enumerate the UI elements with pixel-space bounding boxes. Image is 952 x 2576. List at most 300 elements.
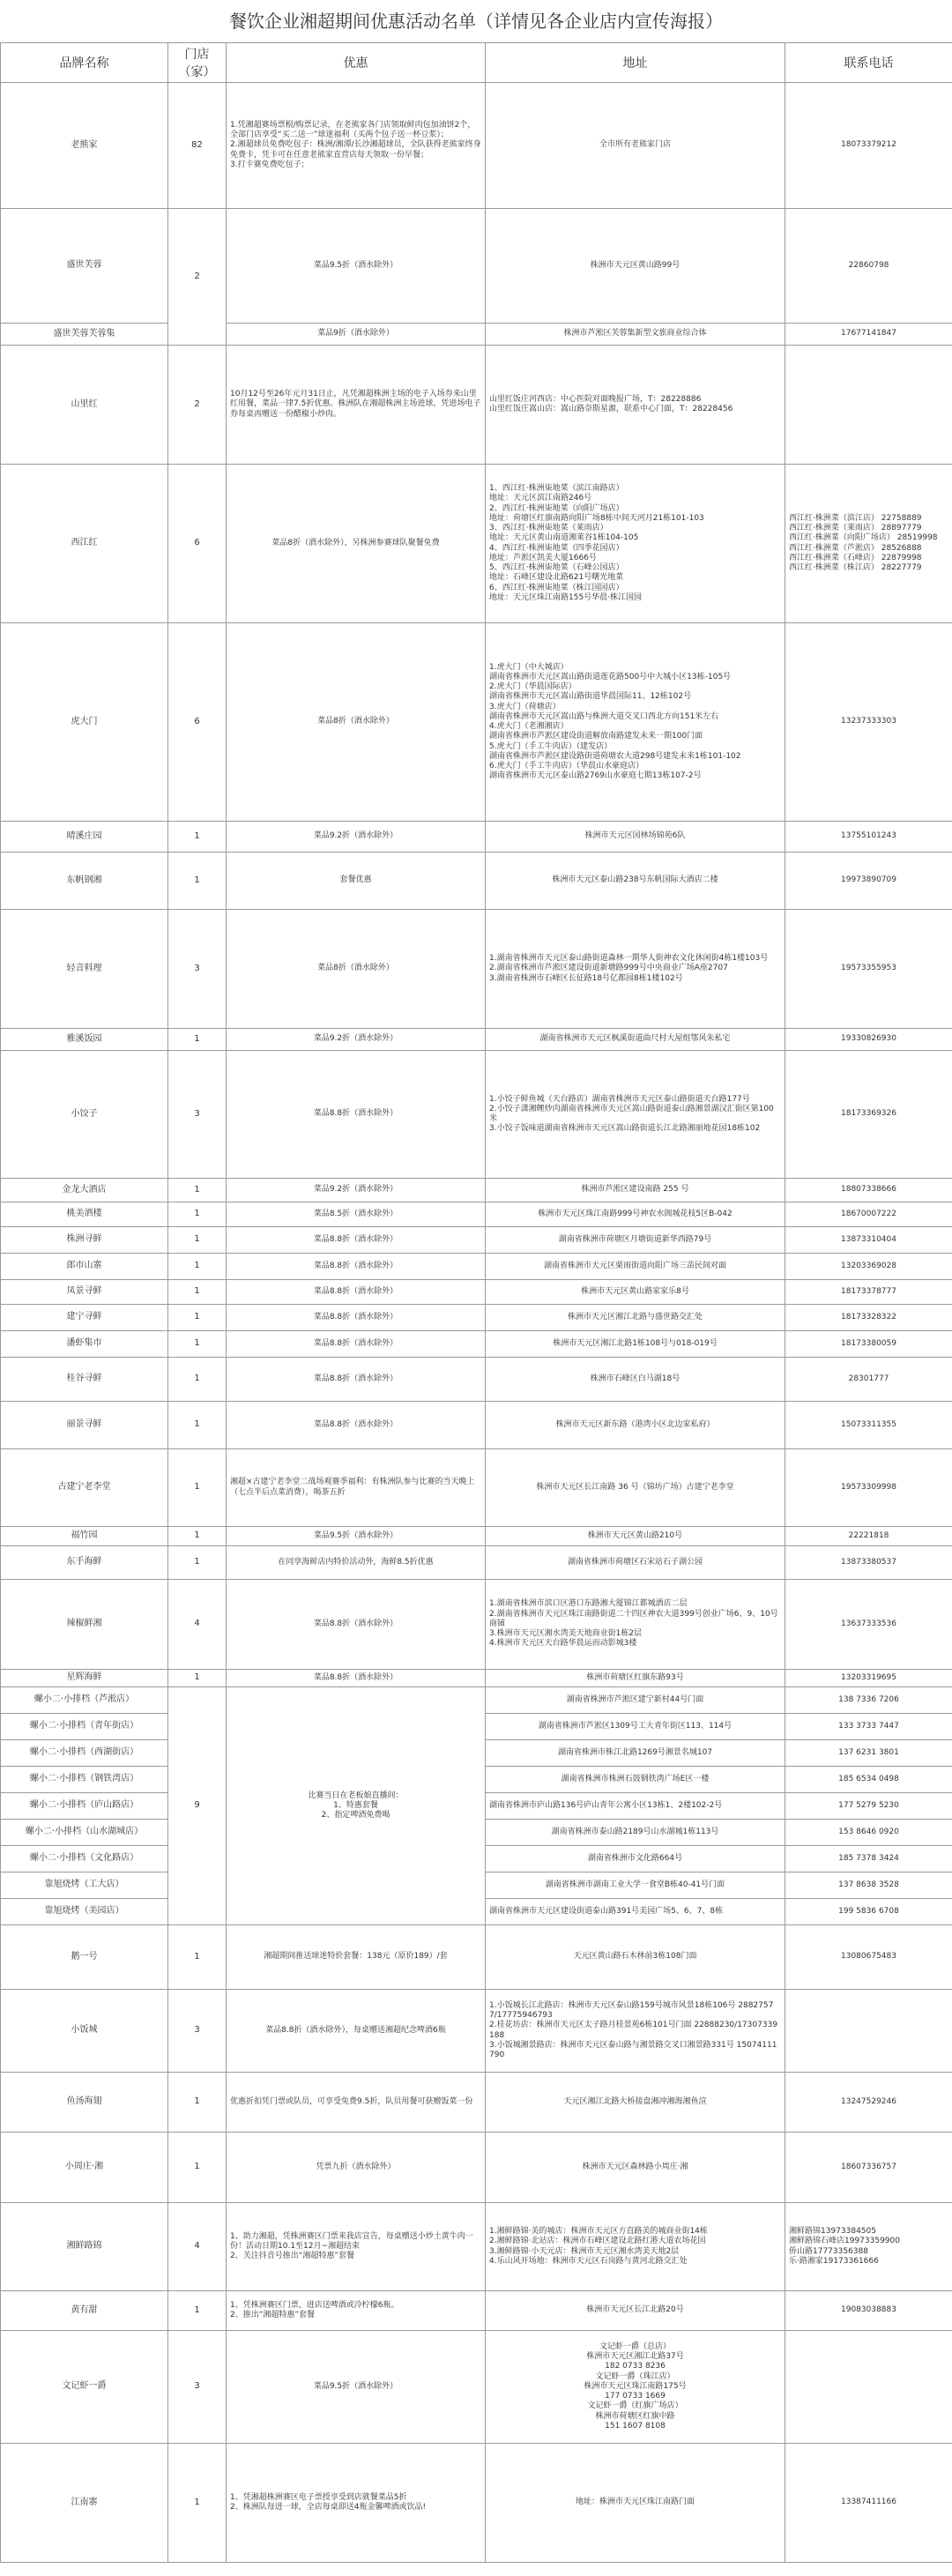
store-count-cell: 1 [168,1402,227,1449]
address-line: 2.小饺子潇湘鲤炒肉湖南省株洲市天元区嵩山路街道泰山路湘景湖汉汇街区第100米 [489,1104,774,1123]
table-row [1,465,952,623]
phone-cell: 18173378777 [785,1280,952,1305]
table-row [1,1925,952,1990]
offer-cell: 菜品9.5折（酒水除外） [227,209,486,324]
offer-line: 1、助力湘超，凭株洲赛区门票来我店宣告，每桌赠送小炒土黄牛肉一份！活动日期10.1至12月~湘超结束 [230,2231,473,2251]
table-row [1,1358,952,1402]
offer-cell: 优惠折扣凭门票或队员，可享受免费9.5折，队员用餐可获赠饭菜一份 [227,2073,486,2133]
table-row [1,2444,952,2563]
address-line: 1.湘鲜路锦·美的城店：株洲市天元区方直路美的城商业街14栋 [489,2227,708,2236]
brand-cell: 老熊家 [1,83,168,209]
address-cell: 株洲市芦淞区芙蓉集新型文旅商业综合体 [486,324,785,346]
address-cell: 天元区湘江北路大桥接盘湘冲湘海湘鱼渲 [486,2073,785,2133]
offer-line: 2.湘超球员免费吃包子：株洲/湘潭/长沙湘超球员，全队获得老熊家终身免费卡，凭卡可在任意老熊家直营店每天领取一份早餐； [230,140,481,160]
brand-cell: 轻音料理 [1,910,168,1029]
phone-cell [785,465,952,623]
brand-cell: 古建宁老李堂 [1,1449,168,1527]
store-count-cell: 3 [168,1990,227,2073]
address-cell: 湖南省株洲市文化路664号 [486,1846,785,1872]
address-cell: 株洲市天元区湘江北路1栋108号与018-019号 [486,1331,785,1358]
table-row [1,1254,952,1280]
table-row [1,1687,952,1714]
address-cell: 湖南省株洲市天元区枫溪街道曲尺村大屋组鄂风朱私宅 [486,1029,785,1051]
table-row [1,1179,952,1202]
address-cell: 株洲市天元区长江北路20号 [486,2291,785,2331]
address-line: 4.株洲市天元区天台路华晨运而动影城3楼 [489,1639,637,1649]
phone-line: 西江红·株洲菜（芦淞店） 28526888 [789,543,922,553]
header-brand: 品牌名称 [1,43,168,83]
address-line: 3.虎大门（荷塘店） [489,702,561,711]
table-row [1,623,952,822]
address-line: 文记虾一爵（红旗广场店） [587,2401,683,2411]
phone-cell: 185 7378 3424 [785,1846,952,1872]
address-cell: 株洲市天元区长江南路 36 号（锦坊广场）古建宁老李堂 [486,1449,785,1527]
address-line: 151 1607 8108 [605,2421,666,2431]
brand-cell: 福竹园 [1,1527,168,1546]
brand-cell: 螺小二·小排档（钢铁湾店） [1,1767,168,1793]
table-row [1,2073,952,2133]
address-cell [486,1051,785,1179]
phone-cell: 15073311355 [785,1402,952,1449]
brand-cell: 星辉海鲜 [1,1670,168,1687]
address-line: 1、西江红·株洲柒地菜（滨江南路店） [489,484,624,493]
address-line: 文记虾一爵（珠江店） [595,2371,675,2381]
table-header-row [1,43,952,83]
offer-line: 2、株洲队每进一球，全店每桌即送4瓶金馨啤酒或饮品! [230,2503,427,2512]
offer-cell: 菜品9.5折（酒水除外） [227,1527,486,1546]
table-row [1,1449,952,1527]
address-line: 山里红饭庄嵩山店：嵩山路奈斯星源，联系中心门面，T：28228456 [489,405,733,413]
address-line: 株洲市荷塘区红旗中路 [595,2411,675,2421]
offer-cell: 菜品9.2折（酒水除外） [227,1179,486,1202]
phone-cell: 138 7336 7206 [785,1687,952,1714]
offer-cell [227,83,486,209]
table-row [1,1227,952,1254]
header-phone: 联系电话 [785,43,952,83]
offer-cell: 湘超×古建宁老李堂二战场观赛季福利：有株洲队参与比赛的当天晚上（七点半后点菜消费），喝茶五折 [227,1449,486,1527]
offer-cell: 菜品8.8折（酒水除外） [227,1254,486,1280]
brand-cell: 小饺子 [1,1051,168,1179]
address-line: 地址：芦淞区凯美大厦1666号 [489,553,597,562]
store-count-cell: 6 [168,465,227,623]
brand-cell: 盛世芙蓉芙蓉集 [1,324,168,346]
brand-cell: 螺小二·小排档（文化路店） [1,1846,168,1872]
offer-cell: 菜品8.8折（酒水除外） [227,1331,486,1358]
address-line: 1.小饭城长江北路店：株洲市天元区泰山路159号城市风景18栋106号 28827577/17775946793 [489,2000,774,2020]
offer-cell [227,2203,486,2291]
brand-cell: 小周庄·湘 [1,2133,168,2203]
offer-cell: 菜品8.8折（酒水除外） [227,1580,486,1670]
address-line: 地址：天元区滨江南路246号 [489,494,592,503]
offer-cell: 菜品8折（酒水除外） [227,910,486,1029]
store-count-cell: 1 [168,1202,227,1227]
store-count-cell: 1 [168,1254,227,1280]
offer-cell: 湘超期间推送球迷特价套餐：138元（原价189）/套 [227,1925,486,1990]
brand-cell: 螺小二·小排档（山水湖城店） [1,1820,168,1846]
phone-cell [785,1990,952,2073]
phone-line: 西江红·株洲菜（莱雨店） 28897779 [789,524,922,532]
store-count-cell: 82 [168,83,227,209]
store-count-cell: 1 [168,1305,227,1331]
offer-line: 1、凭株洲赛区门票，进店送啤酒或冷柠檬6瓶。 [230,2300,399,2310]
phone-cell: 19573355953 [785,910,952,1029]
address-cell [486,1580,785,1670]
brand-cell: 江南寨 [1,2444,168,2563]
offer-cell: 菜品8.5折（酒水除外） [227,1202,486,1227]
phone-line: 西江红·株洲菜（株江店） 28227779 [789,563,922,572]
brand-cell: 西江红 [1,465,168,623]
address-line: 2、西江红·株洲柒地菜（向阳广场店） [489,503,624,513]
table-row [1,1580,952,1670]
store-count-cell: 3 [168,910,227,1029]
brand-cell: 辣椒鲜湘 [1,1580,168,1670]
address-cell [486,623,785,822]
address-cell: 湖南省株洲市天元区建设街道泰山路391号美园广场5、6、7、8栋 [486,1899,785,1925]
phone-cell: 13247529246 [785,2073,952,2133]
phone-cell: 19330826930 [785,1029,952,1051]
address-line: 1.虎大门（中大城店） [489,662,569,672]
phone-line: 湘鲜路锦13973384505 [789,2227,876,2236]
address-cell: 地址：株洲市天元区珠江南路门面 [486,2444,785,2563]
phone-cell: 19573309998 [785,1449,952,1527]
address-line: 6.虎大门（手工牛肉店）（华晨山水豪庭店） [489,762,644,771]
table-row [1,83,952,209]
offer-cell: 菜品8.8折（酒水除外） [227,1051,486,1179]
store-count-cell: 1 [168,2291,227,2331]
address-line: 湖南省株洲市天元区嵩山路街道华晨国际11、12栋102号 [489,692,692,702]
table-row [1,324,952,346]
address-line: 6、西江红·株洲柒地菜（株江国园店） [489,583,624,592]
store-count-cell: 1 [168,1029,227,1051]
offer-cell: 在同享海鲜店内特价活动外，海鲜8.5折优惠 [227,1546,486,1580]
phone-cell [785,2203,952,2291]
address-line: 地址：天元区黄山南道湘莱谷1栋104-105 [489,533,639,543]
phone-line: 侨山路17773356388 [789,2246,868,2256]
address-line: 2.湖南省株洲市芦淞区建设街道新塘路999号中央商业广场A座2707 [489,964,728,973]
address-line: 湖南省株洲市天元区泰山路2769山水豪庭七期13栋107-2号 [489,771,702,781]
phone-cell: 18173369326 [785,1051,952,1179]
address-line: 1.湖南省株洲市天元区泰山路街道森林一期华人街神农文化休闲街4栋1楼103号 [489,954,769,964]
address-cell: 株洲市天元区新东路（港湾小区北边家私府） [486,1402,785,1449]
address-line: 文记虾一爵（总店） [599,2341,671,2351]
table-row [1,1990,952,2073]
address-cell [486,2331,785,2444]
address-line: 地址：天元区珠江南路155号华晨·株江国园 [489,592,643,602]
offer-line: 比赛当日在老板娘直播间： [308,1791,404,1800]
table-row [1,2331,952,2444]
phone-cell: 133 3733 7447 [785,1714,952,1740]
store-count-cell: 3 [168,2331,227,2444]
store-count-cell: 2 [168,346,227,465]
address-line: 3.小饭城湘景路店：株洲市天元区泰山路与湘景路交叉口湘景路331号 15074111790 [489,2040,777,2059]
table-row [1,1331,952,1358]
phone-line: 乐·路湘家19173361666 [789,2256,879,2266]
address-line: 地址：荷塘区红旗南路向阳广场8栋中间天河月21栋101-103 [489,513,704,523]
table-row [1,822,952,852]
address-cell [486,910,785,1029]
offer-cell: 菜品8.8折（酒水除外） [227,1305,486,1331]
address-cell: 湖南省株洲市荷塘区石宋站石子湖公园 [486,1546,785,1580]
table-row [1,2133,952,2203]
store-count-cell: 1 [168,2444,227,2563]
address-cell [486,346,785,465]
store-count-cell: 6 [168,623,227,822]
phone-cell: 13637333536 [785,1580,952,1670]
table-row [1,346,952,465]
address-cell: 湖南省株洲市泰山路2189号山水湖城1栋113号 [486,1820,785,1846]
address-line: 4、西江红·株洲柒地菜（四季花园店） [489,543,624,553]
address-cell: 株洲市芦淞区建设南路 255 号 [486,1179,785,1202]
address-cell [486,1990,785,2073]
offer-line: 2、推出“湘超特惠”套餐 [230,2311,316,2319]
address-line: 地址：石峰区建设北路621号曙光地菜 [489,573,624,583]
offer-line: 2、关注抖音号推出“湘超特惠”套餐 [230,2252,355,2261]
brand-cell: 株洲寻鲜 [1,1227,168,1254]
offer-cell [227,2291,486,2331]
address-line: 5、西江红·株洲柒地菜（石峰公园店） [489,563,624,572]
brand-cell: 鹅一号 [1,1925,168,1990]
phone-cell: 199 5836 6708 [785,1899,952,1925]
address-cell: 株洲市天元区湘江北路与盛世路交汇处 [486,1305,785,1331]
phone-cell: 19973890709 [785,852,952,910]
table-row [1,1527,952,1546]
store-count-cell: 1 [168,1227,227,1254]
phone-cell: 153 8646 0920 [785,1820,952,1846]
phone-cell: 18173328322 [785,1305,952,1331]
phone-cell: 17677141847 [785,324,952,346]
offer-line: 1.凭湘超赛场票根/购票记录，在老熊家各门店领取鲜肉包加油饼2个，全部门店享受“买二送一”球迷福利（买两个包子送一杯豆浆）； [230,120,476,140]
brand-cell: 郎市山寨 [1,1254,168,1280]
address-line: 2.虎大门（华晨国际店） [489,682,576,691]
address-line: 182 0733 8236 [605,2362,666,2371]
table-row [1,1202,952,1227]
address-cell: 株洲市天元区黄山路家家乐8号 [486,1280,785,1305]
address-cell: 株洲市天元区森林路小周庄·湘 [486,2133,785,2203]
brand-cell: 东手海鲜 [1,1546,168,1580]
offer-cell: 套餐优惠 [227,852,486,910]
address-line: 177 0733 1669 [605,2392,666,2401]
store-count-cell: 1 [168,1358,227,1402]
store-count-cell: 1 [168,1925,227,1990]
address-cell: 湖南省株洲市株江北路1269号湘景名城107 [486,1740,785,1767]
store-count-cell: 1 [168,2073,227,2133]
store-count-cell: 1 [168,1331,227,1358]
address-line: 山里红饭庄河西店：中心医院对面晚报广场，T：28228886 [489,394,702,404]
address-line: 湖南省株洲市天元区嵩山路街道莲花路500号中大城小区13栋-105号 [489,672,732,681]
phone-cell: 13080675483 [785,1925,952,1990]
store-count-cell: 1 [168,852,227,910]
address-cell: 株洲市天元区黄山路99号 [486,209,785,324]
phone-cell: 137 6231 3801 [785,1740,952,1767]
address-line: 3.湘鲜路锦·小天元店：株洲市天元区湘水湾美天地2层 [489,2246,680,2256]
store-count-cell: 1 [168,1527,227,1546]
phone-cell: 22860798 [785,209,952,324]
offer-table [0,42,952,2563]
address-line: 2.湖南省株洲市天元区珠江南路街道二十四区神农大道399号创业广场6、9、10号商铺 [489,1609,778,1628]
phone-cell: 13203319695 [785,1670,952,1687]
offer-cell: 凭票九折（酒水除外） [227,2133,486,2203]
table-row [1,852,952,910]
header-address: 地址 [486,43,785,83]
offer-cell: 菜品8.8折（酒水除外） [227,1358,486,1402]
store-count-cell: 1 [168,1670,227,1687]
brand-cell: 螺小二·小排档（庐山路店） [1,1793,168,1820]
offer-cell: 菜品9.2折（酒水除外） [227,822,486,852]
address-line: 3.小饺子饭味道湖南省株洲市天元区嵩山路街道长江北路湘丽地花园18栋102 [489,1124,761,1134]
offer-cell: 菜品9折（酒水除外） [227,324,486,346]
address-cell: 株洲市天元区黄山路210号 [486,1527,785,1546]
phone-cell: 18607336757 [785,2133,952,2203]
brand-cell: 螺小二·小排档（西湖街店） [1,1740,168,1767]
table-row [1,209,952,324]
phone-line: 西江红·株洲菜（石峰店） 22879998 [789,553,922,562]
phone-cell: 137 8638 3528 [785,1872,952,1899]
address-cell: 湖南省株洲市株洲石鼓钢铁湾广场E区一楼 [486,1767,785,1793]
phone-cell [785,346,952,465]
address-line: 3.湖南省株洲市石峰区长征路18号亿都园8栋1楼102号 [489,973,683,983]
address-line: 湖南省株洲市芦淞区建设街道解放南路建发未来一期100门面 [489,732,703,741]
offer-cell [227,1687,486,1925]
address-cell [486,465,785,623]
store-count-cell: 3 [168,1051,227,1179]
brand-cell: 小饭城 [1,1990,168,2073]
phone-cell: 13387411166 [785,2444,952,2563]
phone-cell [785,2331,952,2444]
table-row [1,2291,952,2331]
address-cell [486,2203,785,2291]
phone-cell: 18073379212 [785,83,952,209]
brand-cell: 山里红 [1,346,168,465]
brand-cell: 建宁寻鲜 [1,1305,168,1331]
store-count-cell: 9 [168,1687,227,1925]
offer-cell: 菜品8折（酒水除外） [227,623,486,822]
brand-cell: 凤景寻鲜 [1,1280,168,1305]
brand-cell: 黄有甜 [1,2291,168,2331]
table-row [1,1402,952,1449]
address-line: 2.桂花坊店：株洲市天元区太子路月桂景苑6栋101号门面 22888230/17307339188 [489,2021,778,2040]
store-count-cell: 1 [168,1546,227,1580]
address-cell: 全市所有老熊家门店 [486,83,785,209]
store-count-cell: 4 [168,2203,227,2291]
phone-cell: 177 5279 5230 [785,1793,952,1820]
page-title: 餐饮企业湘超期间优惠活动名单（详情见各企业店内宣传海报） [229,11,723,32]
phone-line: 西江红·株洲菜（滨江店） 22758889 [789,513,922,523]
phone-cell: 18807338666 [785,1179,952,1202]
table-row [1,1280,952,1305]
table-row [1,1051,952,1179]
brand-cell: 靠旭烧烤（美园店） [1,1899,168,1925]
address-cell: 株洲市天元区珠江南路999号神农水阁城花枝5区B-042 [486,1202,785,1227]
offer-cell: 菜品9.2折（酒水除外） [227,1029,486,1051]
table-row [1,910,952,1029]
address-cell: 湖南省株洲市荷塘区月塘街道新华西路79号 [486,1227,785,1254]
address-cell: 株洲市石峰区白马湖18号 [486,1358,785,1402]
address-cell: 株洲市天元区园林场锦苑6队 [486,822,785,852]
brand-cell: 盛世芙蓉 [1,209,168,324]
brand-cell: 雅溪饭园 [1,1029,168,1051]
table-row [1,2203,952,2291]
table-row [1,1305,952,1331]
offer-cell: 菜品8.8折（酒水除外） [227,1280,486,1305]
offer-cell: 菜品8.8折（酒水除外），每桌赠送湘超纪念啤酒6瓶 [227,1990,486,2073]
phone-cell: 13755101243 [785,822,952,852]
brand-cell: 虎大门 [1,623,168,822]
store-count-cell: 4 [168,1580,227,1670]
address-line: 3.株洲市天元区湘水湾美天地商业街1栋2层 [489,1629,643,1639]
address-cell: 天元区黄山路石木林前3栋108门面 [486,1925,785,1990]
table-row [1,1670,952,1687]
table-body [1,83,952,2563]
store-count-cell: 1 [168,1449,227,1527]
phone-cell: 28301777 [785,1358,952,1402]
phone-cell: 18670007222 [785,1202,952,1227]
offer-cell: 菜品9.5折（酒水除外） [227,2331,486,2444]
address-cell: 株洲市天元区泰山路238号东帆国际大酒店二楼 [486,852,785,910]
offer-line: 1、凭湘超株洲赛区电子票授享受到店就餐菜品5折 [230,2492,407,2502]
address-line: 湖南省株洲市芦淞区建设路街道荷塘农大道298号建发未来1栋101-102 [489,751,741,761]
address-line: 株洲市天元区湘江北路37号 [586,2352,684,2362]
offer-cell: 菜品8.8折（酒水除外） [227,1402,486,1449]
address-line: 4.虎大门（老湘湘店） [489,722,569,731]
brand-cell: 丽景寻鲜 [1,1402,168,1449]
address-cell: 湖南省株洲市湖南工业大学一食堂B栋40-41号门面 [486,1872,785,1899]
table-row [1,1029,952,1051]
store-count-cell: 2 [168,209,227,346]
brand-cell: 桃美酒楼 [1,1202,168,1227]
phone-cell: 18173380059 [785,1331,952,1358]
header-offer: 优惠 [227,43,486,83]
offer-cell: 菜品8.8折（酒水除外） [227,1670,486,1687]
brand-cell: 文记虾一爵 [1,2331,168,2444]
phone-cell: 13203369028 [785,1254,952,1280]
phone-line: 西江红·株洲菜（向阳广场店） 28519998 [789,533,938,543]
store-count-cell: 1 [168,2133,227,2203]
offer-line: 1、特惠套餐 [333,1800,378,1810]
phone-cell: 13873310404 [785,1227,952,1254]
offer-cell: 菜品8折（酒水除外），另株洲参赛球队聚餐免费 [227,465,486,623]
brand-cell: 靠旭烧烤（工大店） [1,1872,168,1899]
phone-cell: 13237333303 [785,623,952,822]
address-line: 2.湘鲜路锦·北站店：株洲市石峰区建设北路红港大道农场花园 [489,2237,706,2246]
address-line: 湖南省株洲市天元区嵩山路与株洲大道交叉口西北方向151米左右 [489,711,719,721]
brand-cell: 桂谷寻鲜 [1,1358,168,1402]
address-line: 4.乐山风开场地：株洲市天元区石岗路与黄河北路交汇处 [489,2256,688,2266]
address-line: 株洲市天元区珠江南路175号 [584,2381,687,2391]
brand-cell: 晴溪庄园 [1,822,168,852]
phone-cell: 185 6534 0498 [785,1767,952,1793]
address-cell: 湖南省株洲市天元区栗雨街道向阳广场三苗民间对面 [486,1254,785,1280]
offer-cell [227,2444,486,2563]
address-line: 1.小饺子鲜鱼城（天台路店）湖南省株洲市天元区泰山路街道天台路177号 [489,1094,750,1104]
brand-cell: 螺小二·小排档（青年街店） [1,1714,168,1740]
address-line: 5.虎大门（手工牛肉店）（建发店） [489,741,613,751]
brand-cell: 鱼汤海翅 [1,2073,168,2133]
address-cell: 湖南省株洲市芦淞区建宁新村44号门面 [486,1687,785,1714]
store-count-cell: 1 [168,822,227,852]
brand-cell: 东帆钢湘 [1,852,168,910]
table-row [1,1546,952,1580]
offer-line: 3.打卡赛免费吃包子； [230,160,309,169]
address-cell: 湖南省株洲市庐山路136号庐山青年公寓小区13栋1、2楼102-2号 [486,1793,785,1820]
address-line: 1.湖南省株洲市滨口区港口东路湘大厦锦江都城酒店二层 [489,1599,688,1609]
header-stores: 门店（家） [168,43,227,83]
brand-cell: 螺小二·小排档（芦淞店） [1,1687,168,1714]
brand-cell: 金龙大酒店 [1,1179,168,1202]
brand-cell: 湘鲜路锦 [1,2203,168,2291]
store-count-cell: 1 [168,1280,227,1305]
phone-cell: 13873380537 [785,1546,952,1580]
address-cell: 湖南省株洲市芦淞区1309号工大青年街区113、114号 [486,1714,785,1740]
